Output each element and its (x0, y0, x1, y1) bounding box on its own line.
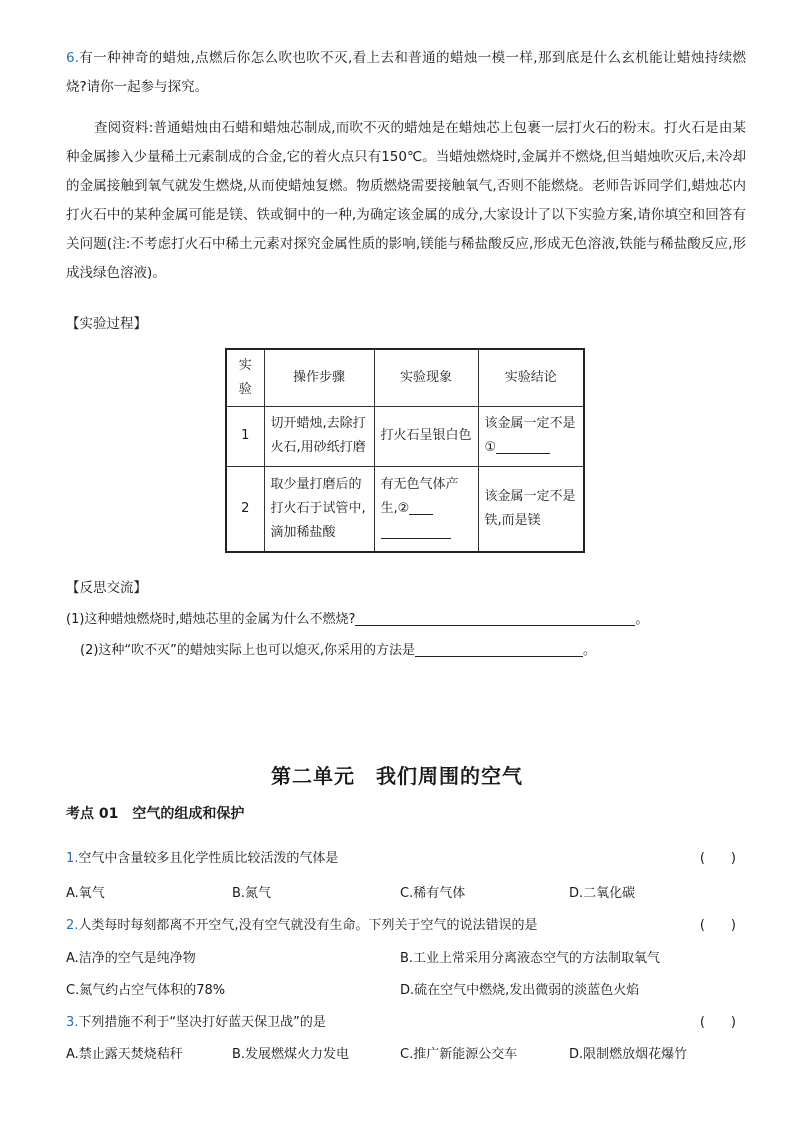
answer-blank-r2[interactable] (415, 641, 583, 657)
option-b: B.工业上常采用分离液态空气的方法制取氧气 (400, 951, 661, 966)
option-a: A.洁净的空气是纯净物 (66, 951, 196, 966)
table-header-row (226, 349, 584, 407)
option-b: B.发展燃煤火力发电 (232, 1047, 350, 1062)
experiment-phenomenon (374, 466, 478, 552)
question-text: 空气中含量较多且化学性质比较活泼的气体是 (78, 851, 339, 866)
header-cell: 实验现象 (374, 349, 478, 407)
answer-blank-1[interactable] (496, 438, 550, 454)
experiment-step: 取少量打磨后的打火石于试管中,滴加稀盐酸 (264, 466, 374, 552)
option-a: A.氧气 (66, 886, 105, 901)
background-paragraph: 查阅资料:普通蜡烛由石蜡和蜡烛芯制成,而吹不灭的蜡烛是在蜡烛芯上包裹一层打火石的粉末。打火石是由某种金属掺入少量稀土元素制成的合金,它的着火点只有150℃。当蜡烛燃烧时,金属并不燃烧,但当蜡烛吹灭后,未冷却的金属接触到氧气就发生燃烧,从而使蜡烛复燃。物质燃烧需要接触氧气,否则不能燃烧。老师告诉同学们,蜡烛芯内打火石中的某种金属可能是镁、铁或铜中的一种,为确定该金属的成分,大家设计了以下实验方案,请你填空和回答有关问题(注:不考虑打火石中稀土元素对探究金属性质的影响,镁能与稀盐酸反应,形成无色溶液,铁能与稀盐酸反应,形成浅绿色溶液)。 (66, 120, 746, 281)
period: 。 (583, 643, 597, 658)
option-d: D.限制燃放烟花爆竹 (569, 1047, 688, 1062)
table-row (226, 407, 584, 467)
answer-paren: ( ) (699, 851, 736, 866)
question-1 (66, 847, 338, 866)
question-text: 有一种神奇的蜡烛,点燃后你怎么吹也吹不灭,看上去和普通的蜡烛一模一样,那到底是什么玄机能让蜡烛持续燃烧?请你一起参与探究。 (66, 50, 746, 95)
experiment-step: 切开蜡烛,去除打火石,用砂纸打磨 (264, 407, 374, 467)
answer-paren: ( ) (699, 918, 736, 933)
reflection-q2-text: (2)这种“吹不灭”的蜡烛实际上也可以熄灭,你采用的方法是 (80, 643, 416, 658)
phenomenon-text: 有无色气体产生,② (380, 476, 459, 516)
option-b: B.氮气 (232, 886, 272, 901)
question-number: 1. (66, 851, 79, 866)
experiment-conclusion (478, 407, 584, 467)
experiment-conclusion: 该金属一定不是铁,而是镁 (478, 466, 584, 552)
question-3 (66, 1011, 326, 1030)
question-6 (66, 44, 746, 102)
option-c: C.氮气约占空气体积的78% (66, 983, 226, 998)
conclusion-text: 该金属一定不是① (484, 416, 576, 456)
answer-blank-2b[interactable] (381, 523, 451, 539)
option-d: D.硫在空气中燃烧,发出微弱的淡蓝色火焰 (400, 983, 640, 998)
header-cell: 实验结论 (478, 349, 584, 407)
question-number: 3. (66, 1015, 79, 1030)
option-d: D.二氧化碳 (569, 886, 636, 901)
experiment-id: 2 (226, 466, 264, 552)
option-c: C.稀有气体 (400, 886, 466, 901)
option-a: A.禁止露天焚烧秸秆 (66, 1047, 183, 1062)
period: 。 (635, 612, 649, 627)
experiment-heading: 【实验过程】 (66, 316, 147, 332)
question-text: 下列措施不利于“坚决打好蓝天保卫战”的是 (78, 1015, 326, 1030)
table-row (226, 466, 584, 552)
experiment-table (225, 348, 585, 553)
question-2 (66, 914, 538, 933)
experiment-id: 1 (226, 407, 264, 467)
question-number: 2. (66, 918, 79, 933)
experiment-phenomenon: 打火石呈银白色 (374, 407, 478, 467)
reflection-heading: 【反思交流】 (66, 580, 147, 596)
section-title: 考点 01 空气的组成和保护 (66, 806, 245, 822)
header-cell: 操作步骤 (264, 349, 374, 407)
question-number: 6. (66, 50, 79, 66)
option-c: C.推广新能源公交车 (400, 1047, 518, 1062)
answer-blank-r1[interactable] (355, 610, 635, 626)
reflection-q1 (66, 608, 648, 627)
reflection-q1-text: (1)这种蜡烛燃烧时,蜡烛芯里的金属为什么不燃烧? (66, 612, 356, 627)
unit-title: 第二单元 我们周围的空气 (271, 764, 523, 788)
question-text: 人类每时每刻都离不开空气,没有空气就没有生命。下列关于空气的说法错误的是 (78, 918, 538, 933)
reflection-q2 (80, 639, 596, 658)
answer-blank-2a[interactable] (409, 499, 433, 515)
header-cell: 实验 (226, 349, 264, 407)
answer-paren: ( ) (699, 1015, 736, 1030)
